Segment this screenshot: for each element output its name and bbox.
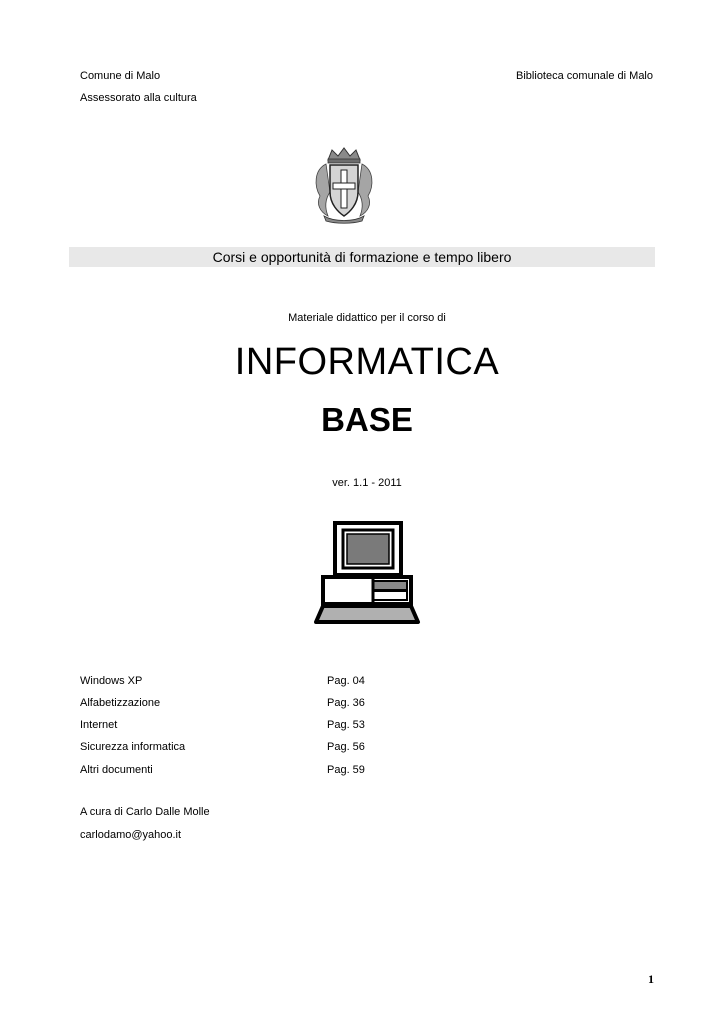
- toc-label: Sicurezza informatica: [80, 741, 186, 753]
- toc-label: Internet: [80, 719, 118, 731]
- header-department: Assessorato alla cultura: [80, 92, 197, 104]
- toc-page: Pag. 36: [327, 697, 365, 709]
- course-title: INFORMATICA: [234, 341, 500, 383]
- toc-page: Pag. 56: [327, 741, 365, 753]
- toc-row: [80, 719, 380, 733]
- toc-row: [80, 697, 380, 711]
- toc-label: Alfabetizzazione: [80, 697, 161, 709]
- page-number: 1: [648, 972, 654, 986]
- toc-label: Windows XP: [80, 675, 143, 687]
- toc-row: [80, 675, 380, 689]
- toc-row: [80, 741, 380, 755]
- coat-of-arms-logo: [312, 146, 376, 224]
- course-intro: Materiale didattico per il corso di: [288, 312, 446, 324]
- course-subtitle: BASE: [321, 401, 413, 438]
- toc-page: Pag. 59: [327, 764, 365, 776]
- toc-page: Pag. 04: [327, 675, 365, 687]
- author-credit: A cura di Carlo Dalle Molle: [80, 806, 210, 818]
- computer-icon: [312, 518, 422, 630]
- version-label: ver. 1.1 - 2011: [332, 477, 402, 489]
- toc-page: Pag. 53: [327, 719, 365, 731]
- toc-label: Altri documenti: [80, 764, 153, 776]
- courses-banner: Corsi e opportunità di formazione e tempo libero: [69, 247, 655, 267]
- header-library: Biblioteca comunale di Malo: [516, 70, 653, 82]
- toc-row: [80, 764, 380, 778]
- author-email: carlodamo@yahoo.it: [80, 829, 182, 841]
- header-municipality: Comune di Malo: [80, 70, 161, 82]
